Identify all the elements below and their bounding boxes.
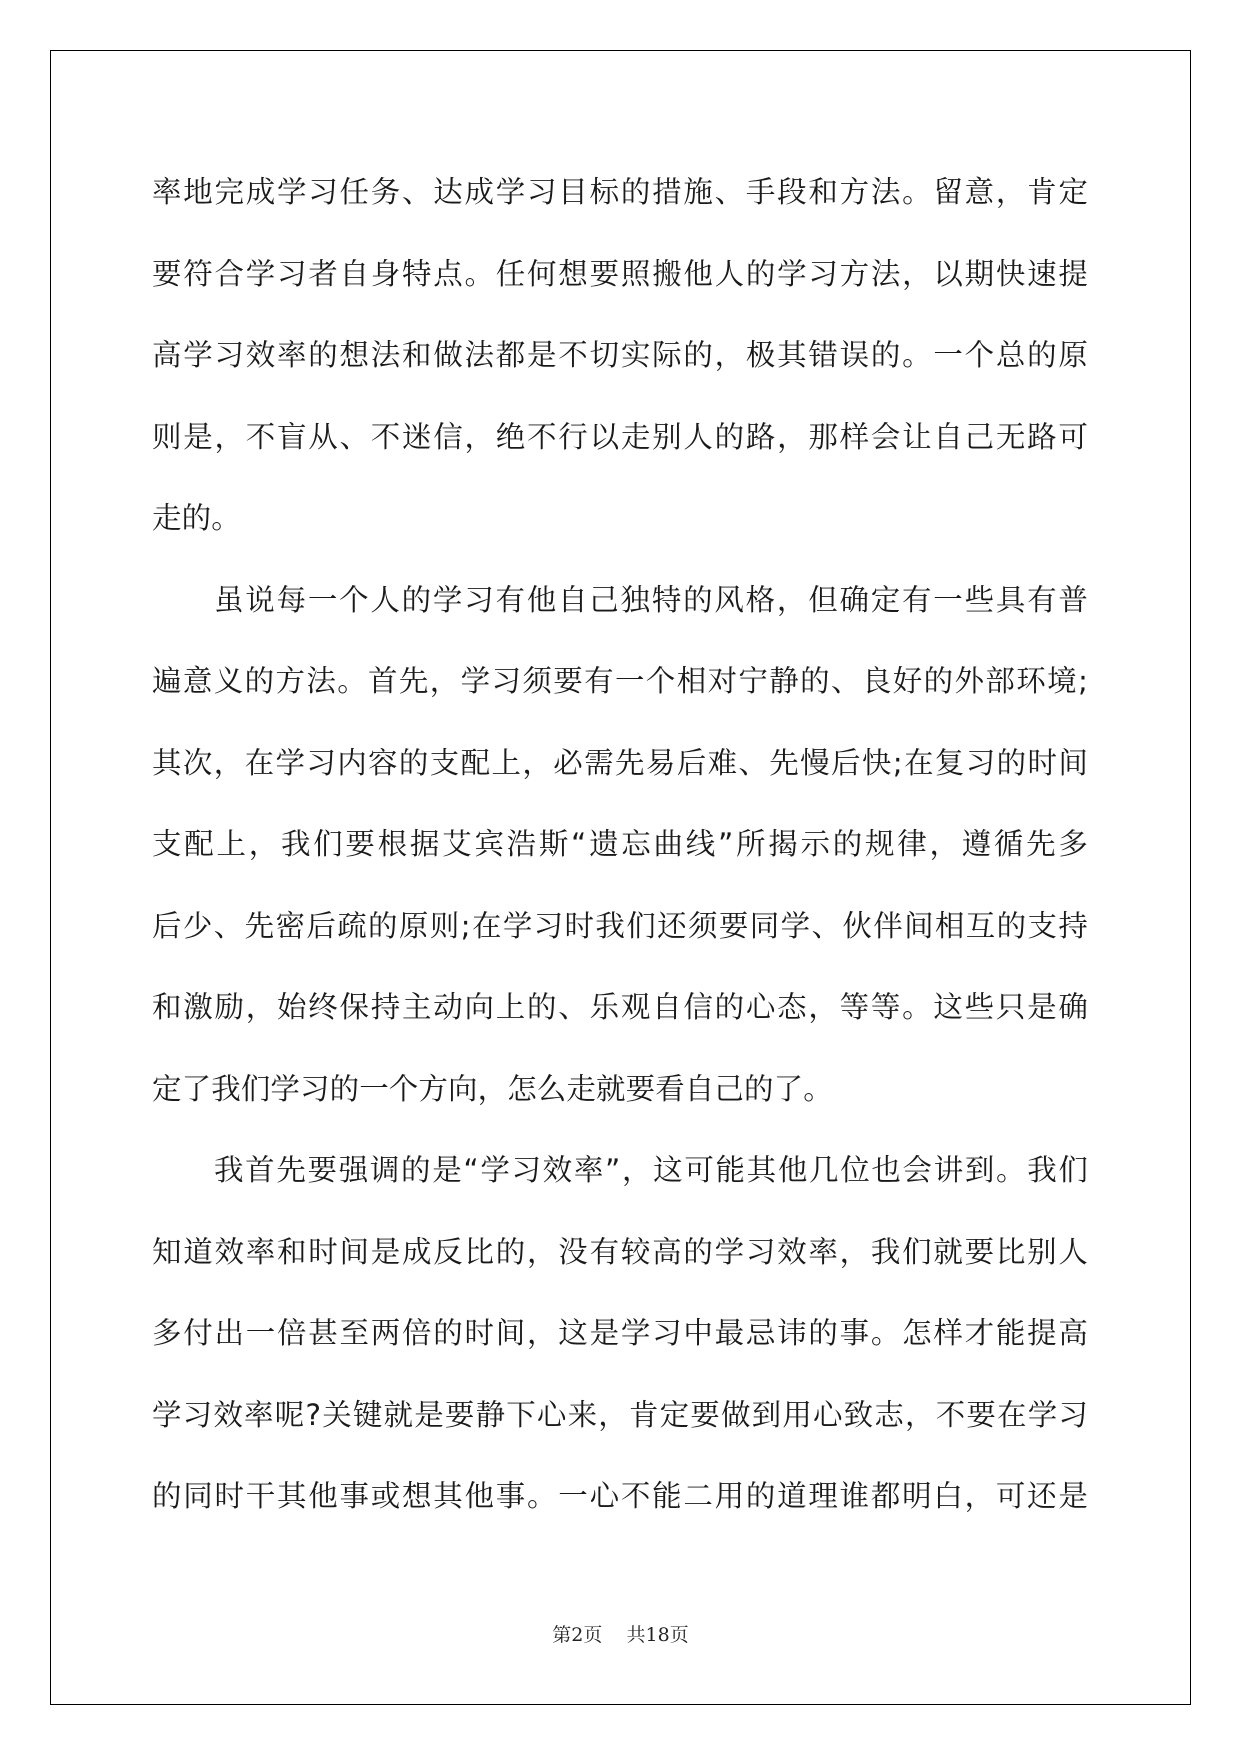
text-line: 其次，在学习内容的支配上，必需先易后难、先慢后快;在复习的时间 bbox=[152, 745, 1088, 780]
text-line: 知道效率和时间是成反比的，没有较高的学习效率，我们就要比别人 bbox=[152, 1234, 1088, 1269]
text-line: 学习效率呢?关键就是要静下心来，肯定要做到用心致志，不要在学习 bbox=[152, 1397, 1088, 1432]
text-line: 支配上，我们要根据艾宾浩斯“遗忘曲线”所揭示的规律，遵循先多 bbox=[152, 827, 1088, 861]
text-line: 定了我们学习的一个方向，怎么走就要看自己的了。 bbox=[152, 1071, 833, 1106]
paragraph-first-line: 我首先要强调的是“学习效率”，这可能其他几位也会讲到。我们 bbox=[214, 1153, 1088, 1187]
page-number-footer: 第2页 共18页 bbox=[552, 1624, 689, 1646]
text-line: 的同时干其他事或想其他事。一心不能二用的道理谁都明白，可还是 bbox=[152, 1479, 1088, 1513]
text-line: 走的。 bbox=[152, 501, 241, 535]
paragraph-first-line: 虽说每一个人的学习有他自己独特的风格，但确定有一些具有普 bbox=[214, 582, 1088, 617]
text-line: 率地完成学习任务、达成学习目标的措施、手段和方法。留意，肯定 bbox=[152, 175, 1088, 209]
text-line: 遍意义的方法。首先，学习须要有一个相对宁静的、良好的外部环境; bbox=[152, 664, 1088, 698]
text-line: 要符合学习者自身特点。任何想要照搬他人的学习方法，以期快速提 bbox=[152, 256, 1088, 291]
text-line: 和激励，始终保持主动向上的、乐观自信的心态，等等。这些只是确 bbox=[152, 990, 1088, 1024]
document-body bbox=[152, 152, 1088, 1538]
text-line: 则是，不盲从、不迷信，绝不行以走别人的路，那样会让自己无路可 bbox=[152, 419, 1088, 454]
text-line: 后少、先密后疏的原则;在学习时我们还须要同学、伙伴间相互的支持 bbox=[152, 908, 1088, 943]
text-line: 高学习效率的想法和做法都是不切实际的，极其错误的。一个总的原 bbox=[152, 338, 1088, 372]
text-line: 多付出一倍甚至两倍的时间，这是学习中最忌讳的事。怎样才能提高 bbox=[152, 1316, 1088, 1350]
